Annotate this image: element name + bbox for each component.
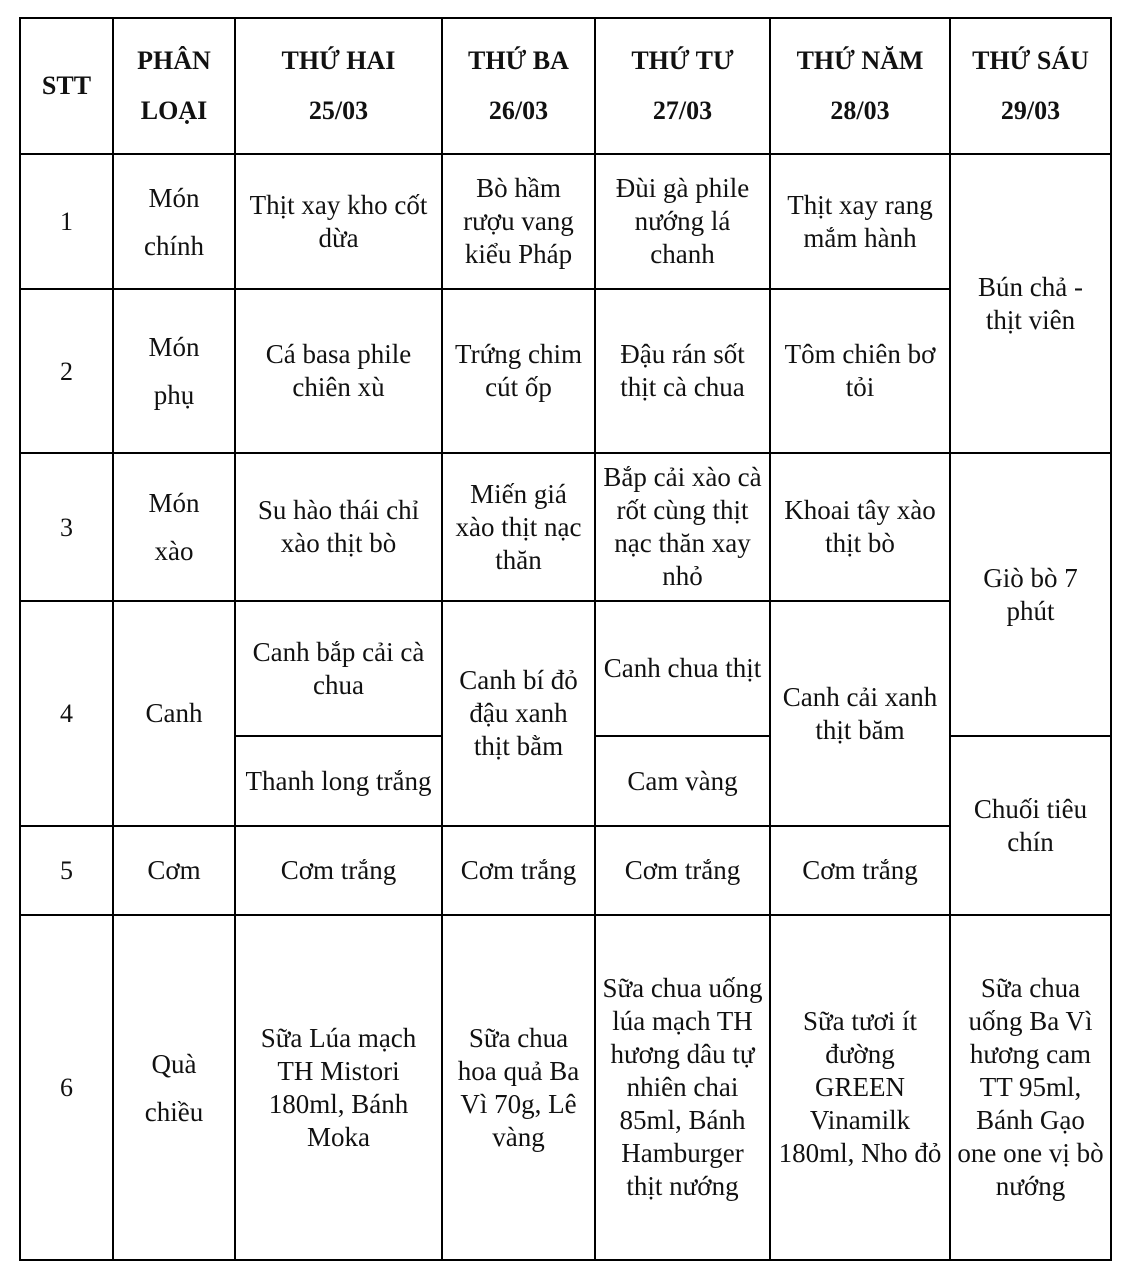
header-day-tue: THỨ BA 26/03 bbox=[442, 18, 595, 154]
table-row bbox=[20, 453, 1111, 601]
dish-cell: Cơm trắng bbox=[770, 826, 950, 915]
dish-cell: Bắp cải xào cà rốt cùng thịt nạc thăn xay nhỏ bbox=[595, 453, 770, 601]
dish-cell-fri-fruit: Chuối tiêu chín bbox=[950, 736, 1111, 915]
dish-cell: Canh cải xanh thịt băm bbox=[770, 601, 950, 826]
header-day-thu: THỨ NĂM 28/03 bbox=[770, 18, 950, 154]
dish-cell: Sữa chua uống lúa mạch TH hương dâu tự nhiên chai 85ml, Bánh Hamburger thịt nướng bbox=[595, 915, 770, 1260]
menu-table bbox=[19, 17, 1112, 1261]
table-row bbox=[20, 915, 1111, 1260]
category-cell: Món chính bbox=[113, 154, 235, 289]
dish-cell-fri-main: Bún chả - thịt viên bbox=[950, 154, 1111, 453]
header-row bbox=[20, 18, 1111, 154]
dish-cell: Sữa Lúa mạch TH Mistori 180ml, Bánh Moka bbox=[235, 915, 442, 1260]
header-stt: STT bbox=[20, 18, 113, 154]
header-day-fri: THỨ SÁU 29/03 bbox=[950, 18, 1111, 154]
dish-cell: Canh chua thịt bbox=[595, 601, 770, 736]
dish-cell: Cá basa phile chiên xù bbox=[235, 289, 442, 453]
dish-cell: Tôm chiên bơ tỏi bbox=[770, 289, 950, 453]
table-row bbox=[20, 826, 1111, 915]
header-category: PHÂN LOẠI bbox=[113, 18, 235, 154]
stt-cell: 6 bbox=[20, 915, 113, 1260]
table-row bbox=[20, 154, 1111, 289]
stt-cell: 1 bbox=[20, 154, 113, 289]
stt-cell: 3 bbox=[20, 453, 113, 601]
category-cell: Cơm bbox=[113, 826, 235, 915]
stt-cell: 2 bbox=[20, 289, 113, 453]
dish-cell-fri-soup: Giò bò 7 phút bbox=[950, 453, 1111, 736]
dish-cell: Trứng chim cút ốp bbox=[442, 289, 595, 453]
dish-cell: Cơm trắng bbox=[595, 826, 770, 915]
category-cell: Món phụ bbox=[113, 289, 235, 453]
category-cell: Món xào bbox=[113, 453, 235, 601]
dish-cell: Miến giá xào thịt nạc thăn bbox=[442, 453, 595, 601]
dish-cell: Khoai tây xào thịt bò bbox=[770, 453, 950, 601]
stt-cell: 5 bbox=[20, 826, 113, 915]
dish-cell: Thanh long trắng bbox=[235, 736, 442, 826]
dish-cell: Thịt xay rang mắm hành bbox=[770, 154, 950, 289]
dish-cell: Thịt xay kho cốt dừa bbox=[235, 154, 442, 289]
dish-cell: Cam vàng bbox=[595, 736, 770, 826]
category-cell: Canh bbox=[113, 601, 235, 826]
dish-cell: Cơm trắng bbox=[235, 826, 442, 915]
table-row bbox=[20, 289, 1111, 453]
dish-cell: Su hào thái chỉ xào thịt bò bbox=[235, 453, 442, 601]
header-day-mon: THỨ HAI 25/03 bbox=[235, 18, 442, 154]
stt-cell: 4 bbox=[20, 601, 113, 826]
table-row bbox=[20, 601, 1111, 736]
dish-cell: Cơm trắng bbox=[442, 826, 595, 915]
category-cell: Quà chiều bbox=[113, 915, 235, 1260]
dish-cell: Sữa tươi ít đường GREEN Vinamilk 180ml, Nho đỏ bbox=[770, 915, 950, 1260]
dish-cell: Sữa chua uống Ba Vì hương cam TT 95ml, Bánh Gạo one one vị bò nướng bbox=[950, 915, 1111, 1260]
dish-cell: Bò hầm rượu vang kiểu Pháp bbox=[442, 154, 595, 289]
dish-cell: Sữa chua hoa quả Ba Vì 70g, Lê vàng bbox=[442, 915, 595, 1260]
header-day-wed: THỨ TƯ 27/03 bbox=[595, 18, 770, 154]
dish-cell: Canh bí đỏ đậu xanh thịt bằm bbox=[442, 601, 595, 826]
dish-cell: Canh bắp cải cà chua bbox=[235, 601, 442, 736]
dish-cell: Đậu rán sốt thịt cà chua bbox=[595, 289, 770, 453]
dish-cell: Đùi gà phile nướng lá chanh bbox=[595, 154, 770, 289]
